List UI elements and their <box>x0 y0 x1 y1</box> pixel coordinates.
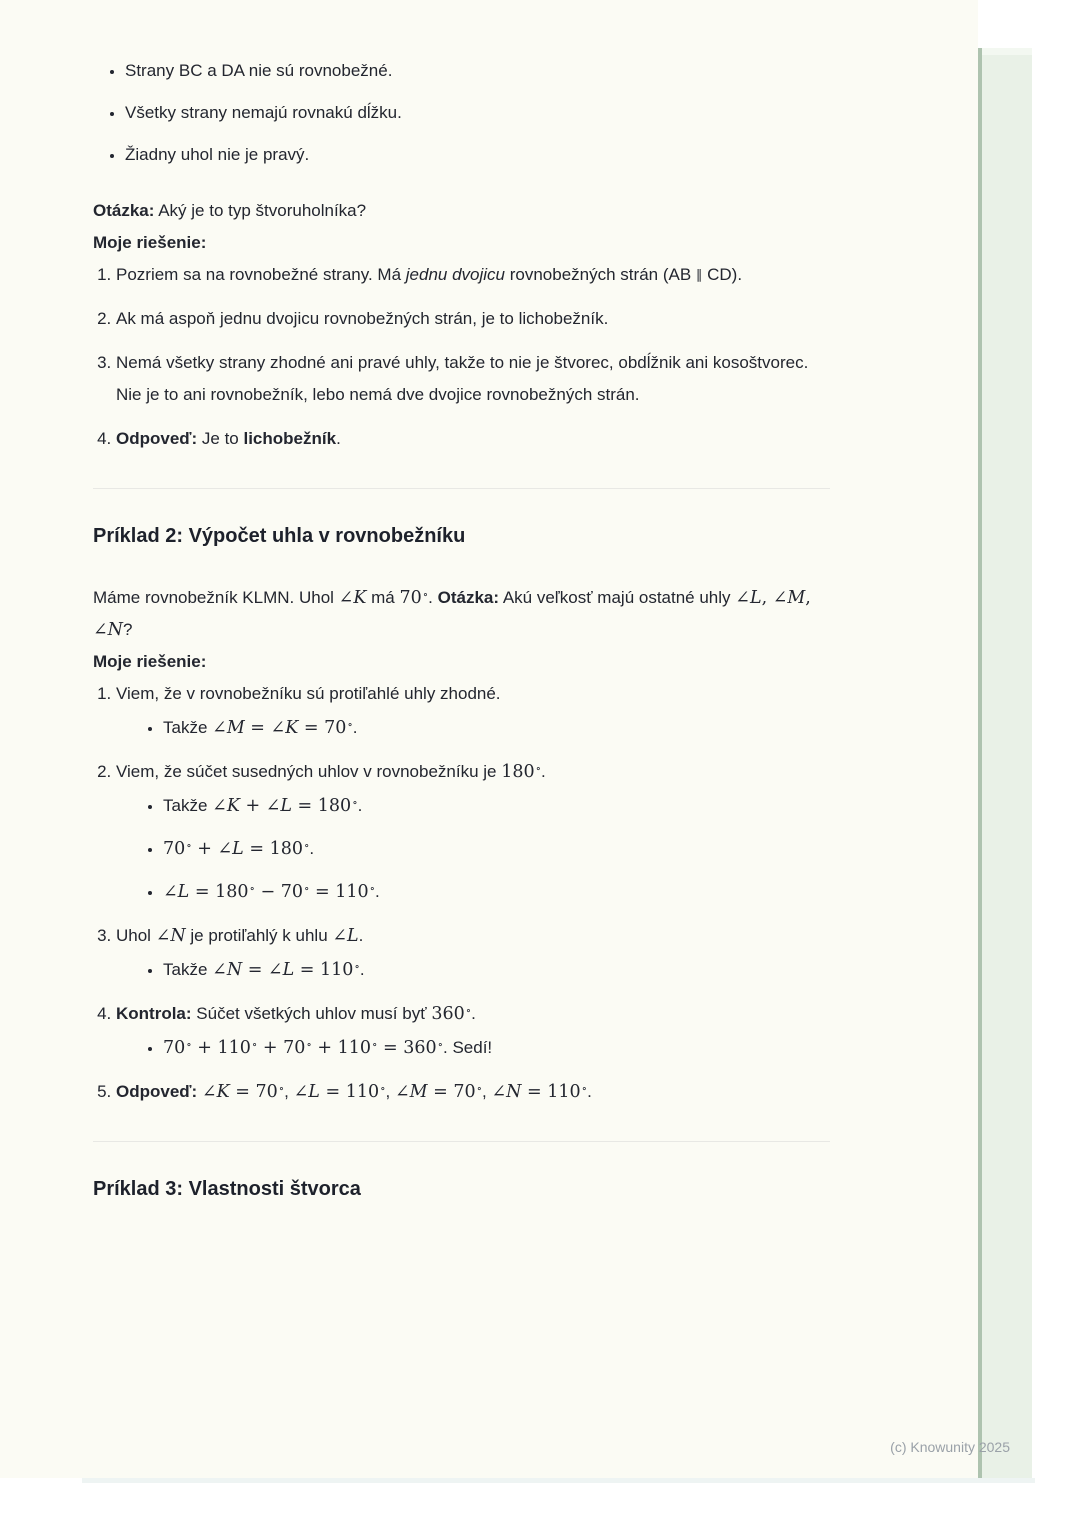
list-item: 5. Odpoveď: ∠K = 70∘, ∠L = 110∘, ∠M = 70∘, ∠N = 110∘. <box>116 1076 830 1108</box>
step-text: 4. Kontrola: Súčet všetkých uhlov musí byť 360∘. <box>116 1003 476 1024</box>
section-heading: Príklad 3: Vlastnosti štvorca <box>93 1178 361 1200</box>
solution-label: Moje riešenie: <box>93 652 207 671</box>
sub-bullet-list <box>116 790 830 908</box>
section-divider <box>93 1141 830 1142</box>
example-intro-paragraph: Máme rovnobežník KLMN. Uhol ∠K má 70∘. Otázka: Akú veľkosť majú ostatné uhly ∠L, ∠M, ∠N? <box>93 587 811 640</box>
list-item <box>116 998 830 1064</box>
margin-highlight-stripe-cap <box>982 48 1032 55</box>
sub-bullet-list <box>116 954 830 986</box>
footer-credit: (c) Knowunity 2025 <box>890 1439 1010 1455</box>
list-item: • 70∘ + 110∘ + 70∘ + 110∘ = 360∘. Sedí! <box>163 1032 830 1064</box>
list-item: 3. Nemá všetky strany zhodné ani pravé uhly, takže to nie je štvorec, obdĺžnik ani kosoštvorec. Nie je to ani rovnobežník, lebo nemá dve dvojice rovnobežných strán. <box>116 347 830 411</box>
solution-label: Moje riešenie: <box>93 233 207 252</box>
list-item <box>116 678 830 744</box>
list-item: • Strany BC a DA nie sú rovnobežné. <box>125 55 830 87</box>
list-item: • Takže ∠M = ∠K = 70∘. <box>163 712 830 744</box>
step-text: 3. Uhol ∠N je protiľahlý k uhlu ∠L. <box>116 926 364 946</box>
question-text: Otázka: Aký je to typ štvoruholníka? <box>93 201 367 220</box>
property-bullet-list <box>93 55 830 171</box>
section-heading: Príklad 2: Výpočet uhla v rovnobežníku <box>93 525 466 547</box>
solution-steps-list <box>93 678 830 1108</box>
sub-bullet-list <box>116 712 830 744</box>
sub-bullet-list <box>116 1032 830 1064</box>
list-item: 4. Odpoveď: Je to lichobežník. <box>116 423 830 455</box>
solution-steps-list <box>93 259 830 455</box>
page-bottom-shadow <box>82 1478 1035 1483</box>
list-item: 1. Pozriem sa na rovnobežné strany. Má jednu dvojicu rovnobežných strán (AB ∥ CD). <box>116 259 830 291</box>
list-item <box>116 920 830 986</box>
list-item: 2. Ak má aspoň jednu dvojicu rovnobežných strán, je to lichobežník. <box>116 303 830 335</box>
list-item: • Takže ∠N = ∠L = 110∘. <box>163 954 830 986</box>
list-item <box>116 756 830 908</box>
list-item: • ∠L = 180∘ − 70∘ = 110∘. <box>163 876 830 908</box>
step-text: 1. Viem, že v rovnobežníku sú protiľahlé uhly zhodné. <box>116 684 501 703</box>
step-text: 2. Viem, že súčet susedných uhlov v rovnobežníku je 180∘. <box>116 761 546 782</box>
section-divider <box>93 488 830 489</box>
list-item: • Takže ∠K + ∠L = 180∘. <box>163 790 830 822</box>
list-item: • 70∘ + ∠L = 180∘. <box>163 833 830 865</box>
list-item: • Žiadny uhol nie je pravý. <box>125 139 830 171</box>
margin-highlight-stripe <box>978 48 1032 1478</box>
page-content <box>93 55 830 1203</box>
list-item: • Všetky strany nemajú rovnakú dĺžku. <box>125 97 830 129</box>
